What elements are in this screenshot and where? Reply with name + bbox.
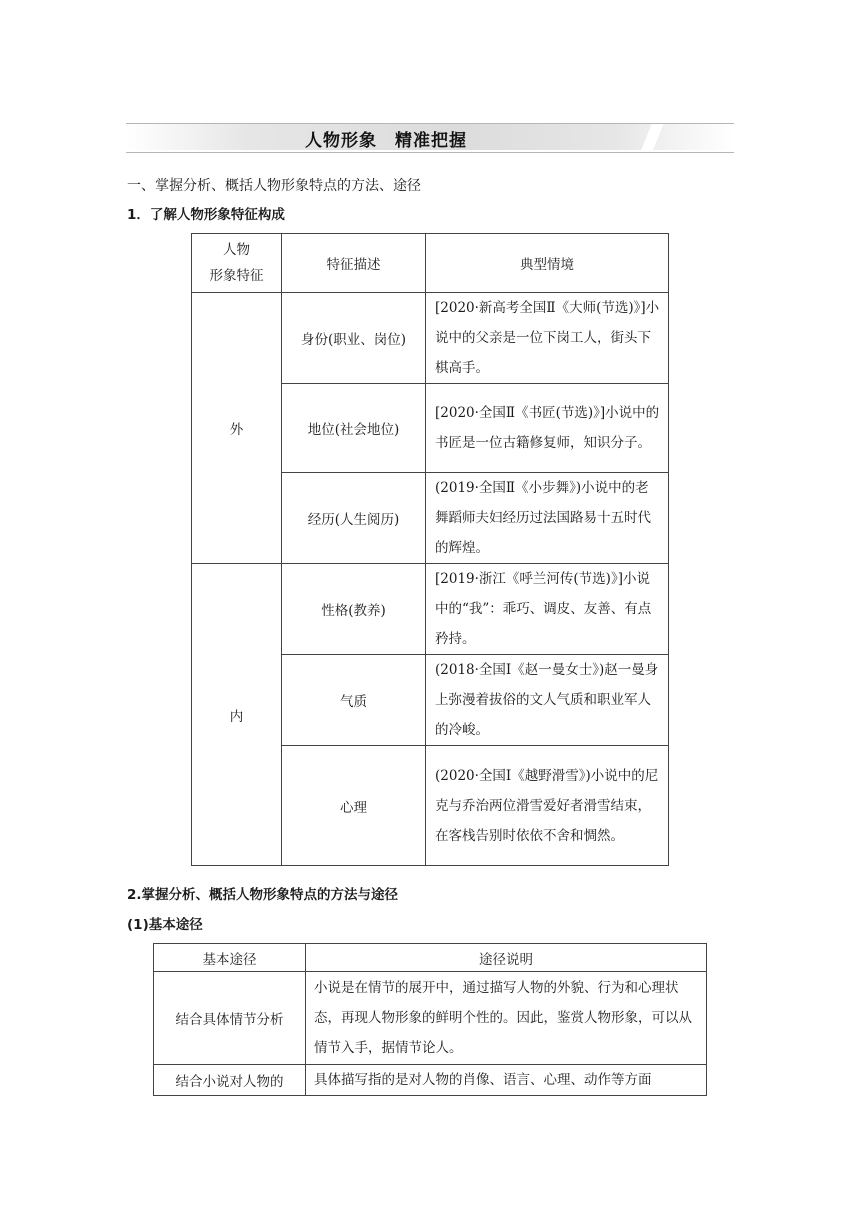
- header-typical-situation: 典型情境: [426, 234, 669, 293]
- group-label-inner: 内: [192, 564, 282, 866]
- approach-cell: 结合小说对人物的: [154, 1065, 306, 1096]
- table-row: [192, 564, 669, 655]
- header-approach-description: 途径说明: [306, 944, 707, 972]
- feature-cell: 性格(教养): [282, 564, 426, 655]
- character-features-table: [191, 233, 669, 866]
- feature-cell: 经历(人生阅历): [282, 473, 426, 564]
- situation-cell: [2019·浙江《呼兰河传(节选)》]小说中的“我”：乖巧、调皮、友善、有点矜持。: [426, 564, 669, 655]
- feature-cell: 气质: [282, 655, 426, 746]
- approach-description-cell: 具体描写指的是对人物的肖像、语言、心理、动作等方面: [306, 1065, 707, 1096]
- approach-description-cell: 小说是在情节的展开中，通过描写人物的外貌、行为和心理状态，再现人物形象的鲜明个性的。因此，鉴赏人物形象，可以从情节入手，据情节论人。: [306, 972, 707, 1065]
- header-feature-description: 特征描述: [282, 234, 426, 293]
- table-header-row: [192, 234, 669, 293]
- situation-cell: (2020·全国Ⅰ《越野滑雪》)小说中的尼克与乔治两位滑雪爱好者滑雪结束，在客栈告别时依依不舍和惆然。: [426, 746, 669, 866]
- situation-cell: [2020·新高考全国Ⅱ《大师(节选)》]小说中的父亲是一位下岗工人，街头下棋高手。: [426, 293, 669, 384]
- group-label-outer: 外: [192, 293, 282, 564]
- header-line-2: 形象特征: [209, 268, 264, 284]
- basic-approaches-table: [153, 943, 707, 1096]
- situation-cell: (2018·全国Ⅰ《赵一曼女士》)赵一曼身上弥漫着拔俗的文人气质和职业军人的冷峻。: [426, 655, 669, 746]
- table-header-row: [154, 944, 707, 972]
- table-row: [154, 972, 707, 1065]
- feature-cell: 心理: [282, 746, 426, 866]
- feature-cell: 身份(职业、岗位): [282, 293, 426, 384]
- banner-bottom-rule: [126, 152, 734, 153]
- approach-cell: 结合具体情节分析: [154, 972, 306, 1065]
- situation-cell: (2019·全国Ⅱ《小步舞》)小说中的老舞蹈师夫妇经历过法国路易十五时代的辉煌。: [426, 473, 669, 564]
- feature-cell: 地位(社会地位): [282, 384, 426, 473]
- part2-subheading: (1)基本途径: [127, 917, 203, 933]
- part1-heading: 1．了解人物形象特征构成: [127, 207, 285, 223]
- header-basic-approach: 基本途径: [154, 944, 306, 972]
- header-character-feature: [192, 234, 282, 293]
- header-line-1: 人物: [223, 242, 250, 258]
- table-row: [192, 293, 669, 384]
- situation-cell: [2020·全国Ⅱ《书匠(节选)》]小说中的书匠是一位古籍修复师，知识分子。: [426, 384, 669, 473]
- section-heading: 一、掌握分析、概括人物形象特点的方法、途径: [127, 178, 421, 194]
- part2-heading: 2.掌握分析、概括人物形象特点的方法与途径: [127, 887, 399, 903]
- banner-top-rule: [126, 123, 734, 124]
- section-banner: [126, 118, 734, 158]
- banner-title: 人物形象 精准把握: [305, 131, 467, 151]
- table-row: [154, 1065, 707, 1096]
